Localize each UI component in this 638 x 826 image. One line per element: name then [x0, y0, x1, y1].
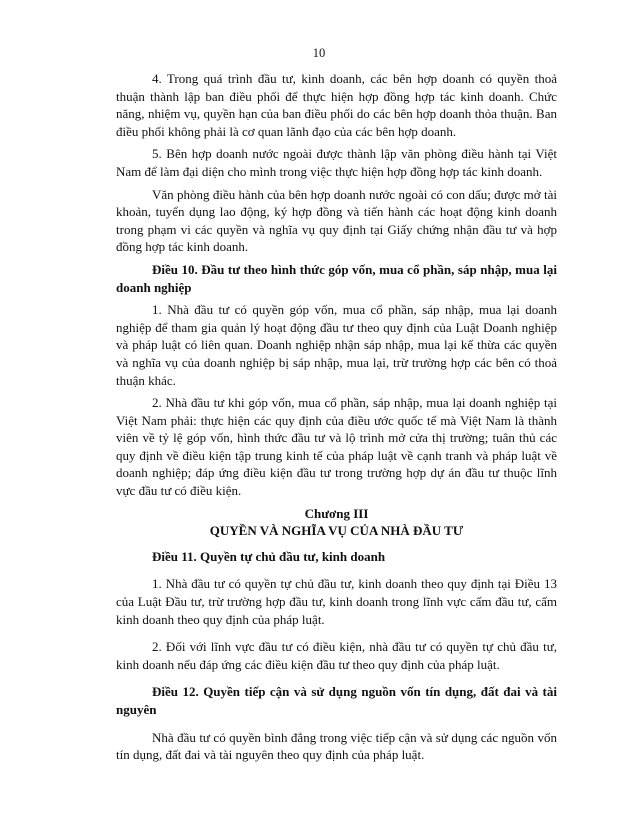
paragraph-representative-office: Văn phòng điều hành của bên hợp doanh nước ngoài có con dấu; được mở tài khoản, tuyển dụng lao động, ký hợp đồng và tiến hành các hoạt động kinh doanh trong phạm vi các quyền và nghĩa vụ quy định tại Giấy chứng nhận đầu tư và hợp đồng hợp tác kinh doanh. [116, 186, 557, 255]
article-10-heading: Điều 10. Đầu tư theo hình thức góp vốn, mua cổ phần, sáp nhập, mua lại doanh nghiệp [116, 261, 557, 295]
paragraph-clause-4: 4. Trong quá trình đầu tư, kinh doanh, các bên hợp doanh có quyền thoả thuận thành lập ban điều phối để thực hiện hợp đồng hợp tác kinh doanh. Chức năng, nhiệm vụ, quyền hạn của ban điều phối do các bên hợp doanh thỏa thuận. Ban điều phối không phải là cơ quan lãnh đạo của các bên hợp doanh. [116, 71, 557, 139]
article-11-heading: Điều 11. Quyền tự chủ đầu tư, kinh doanh [152, 548, 386, 564]
page-number: 10 [312, 46, 326, 60]
article-10-clause-1: 1. Nhà đầu tư có quyền góp vốn, mua cổ phần, sáp nhập, mua lại doanh nghiệp để tham gia quản lý hoạt động đầu tư theo quy định của Luật Doanh nghiệp và pháp luật có liên quan. Doanh nghiệp nhận sáp nhập, mua lại kế thừa các quyền và nghĩa vụ của doanh nghiệp bị sáp nhập, mua lại, trừ trường hợp các bên có thoả thuận khác. [116, 302, 557, 388]
article-10-clause-2: 2. Nhà đầu tư khi góp vốn, mua cổ phần, sáp nhập, mua lại doanh nghiệp tại Việt Nam phải: thực hiện các quy định của điều ước quốc tế mà Việt Nam là thành viên về tỷ lệ góp vốn, hình thức đầu tư và lộ trình mở cửa thị trường; tuân thủ các quy định về điều kiện tập trung kinh tế của pháp luật về cạnh tranh và pháp luật về doanh nghiệp; đáp ứng điều kiện đầu tư trong trường hợp dự án đầu tư thuộc lĩnh vực đầu tư có điều kiện. [116, 395, 557, 499]
article-12-paragraph: Nhà đầu tư có quyền bình đẳng trong việc tiếp cận và sử dụng các nguồn vốn tín dụng, đất đai và tài nguyên theo quy định của pháp luật. [116, 729, 557, 763]
article-12-heading: Điều 12. Quyền tiếp cận và sử dụng nguồn vốn tín dụng, đất đai và tài nguyên [116, 684, 557, 717]
document-body [116, 70, 557, 769]
article-11-clause-1: 1. Nhà đầu tư có quyền tự chủ đầu tư, kinh doanh theo quy định tại Điều 13 của Luật Đầu tư, trừ trường hợp đầu tư, kinh doanh trong lĩnh vực cấm đầu tư, cấm kinh doanh theo quy định của pháp luật. [116, 576, 557, 627]
paragraph-clause-5: 5. Bên hợp doanh nước ngoài được thành lập văn phòng điều hành tại Việt Nam để làm đại diện cho mình trong việc thực hiện hợp đồng hợp tác kinh doanh. [116, 146, 557, 179]
chapter-title: QUYỀN VÀ NGHĨA VỤ CỦA NHÀ ĐẦU TƯ [209, 523, 464, 539]
chapter-label: Chương III [304, 505, 369, 521]
article-11-clause-2: 2. Đối với lĩnh vực đầu tư có điều kiện, nhà đầu tư có quyền tự chủ đầu tư, kinh doanh nếu đáp ứng các điều kiện đầu tư theo quy định của pháp luật. [116, 639, 557, 672]
